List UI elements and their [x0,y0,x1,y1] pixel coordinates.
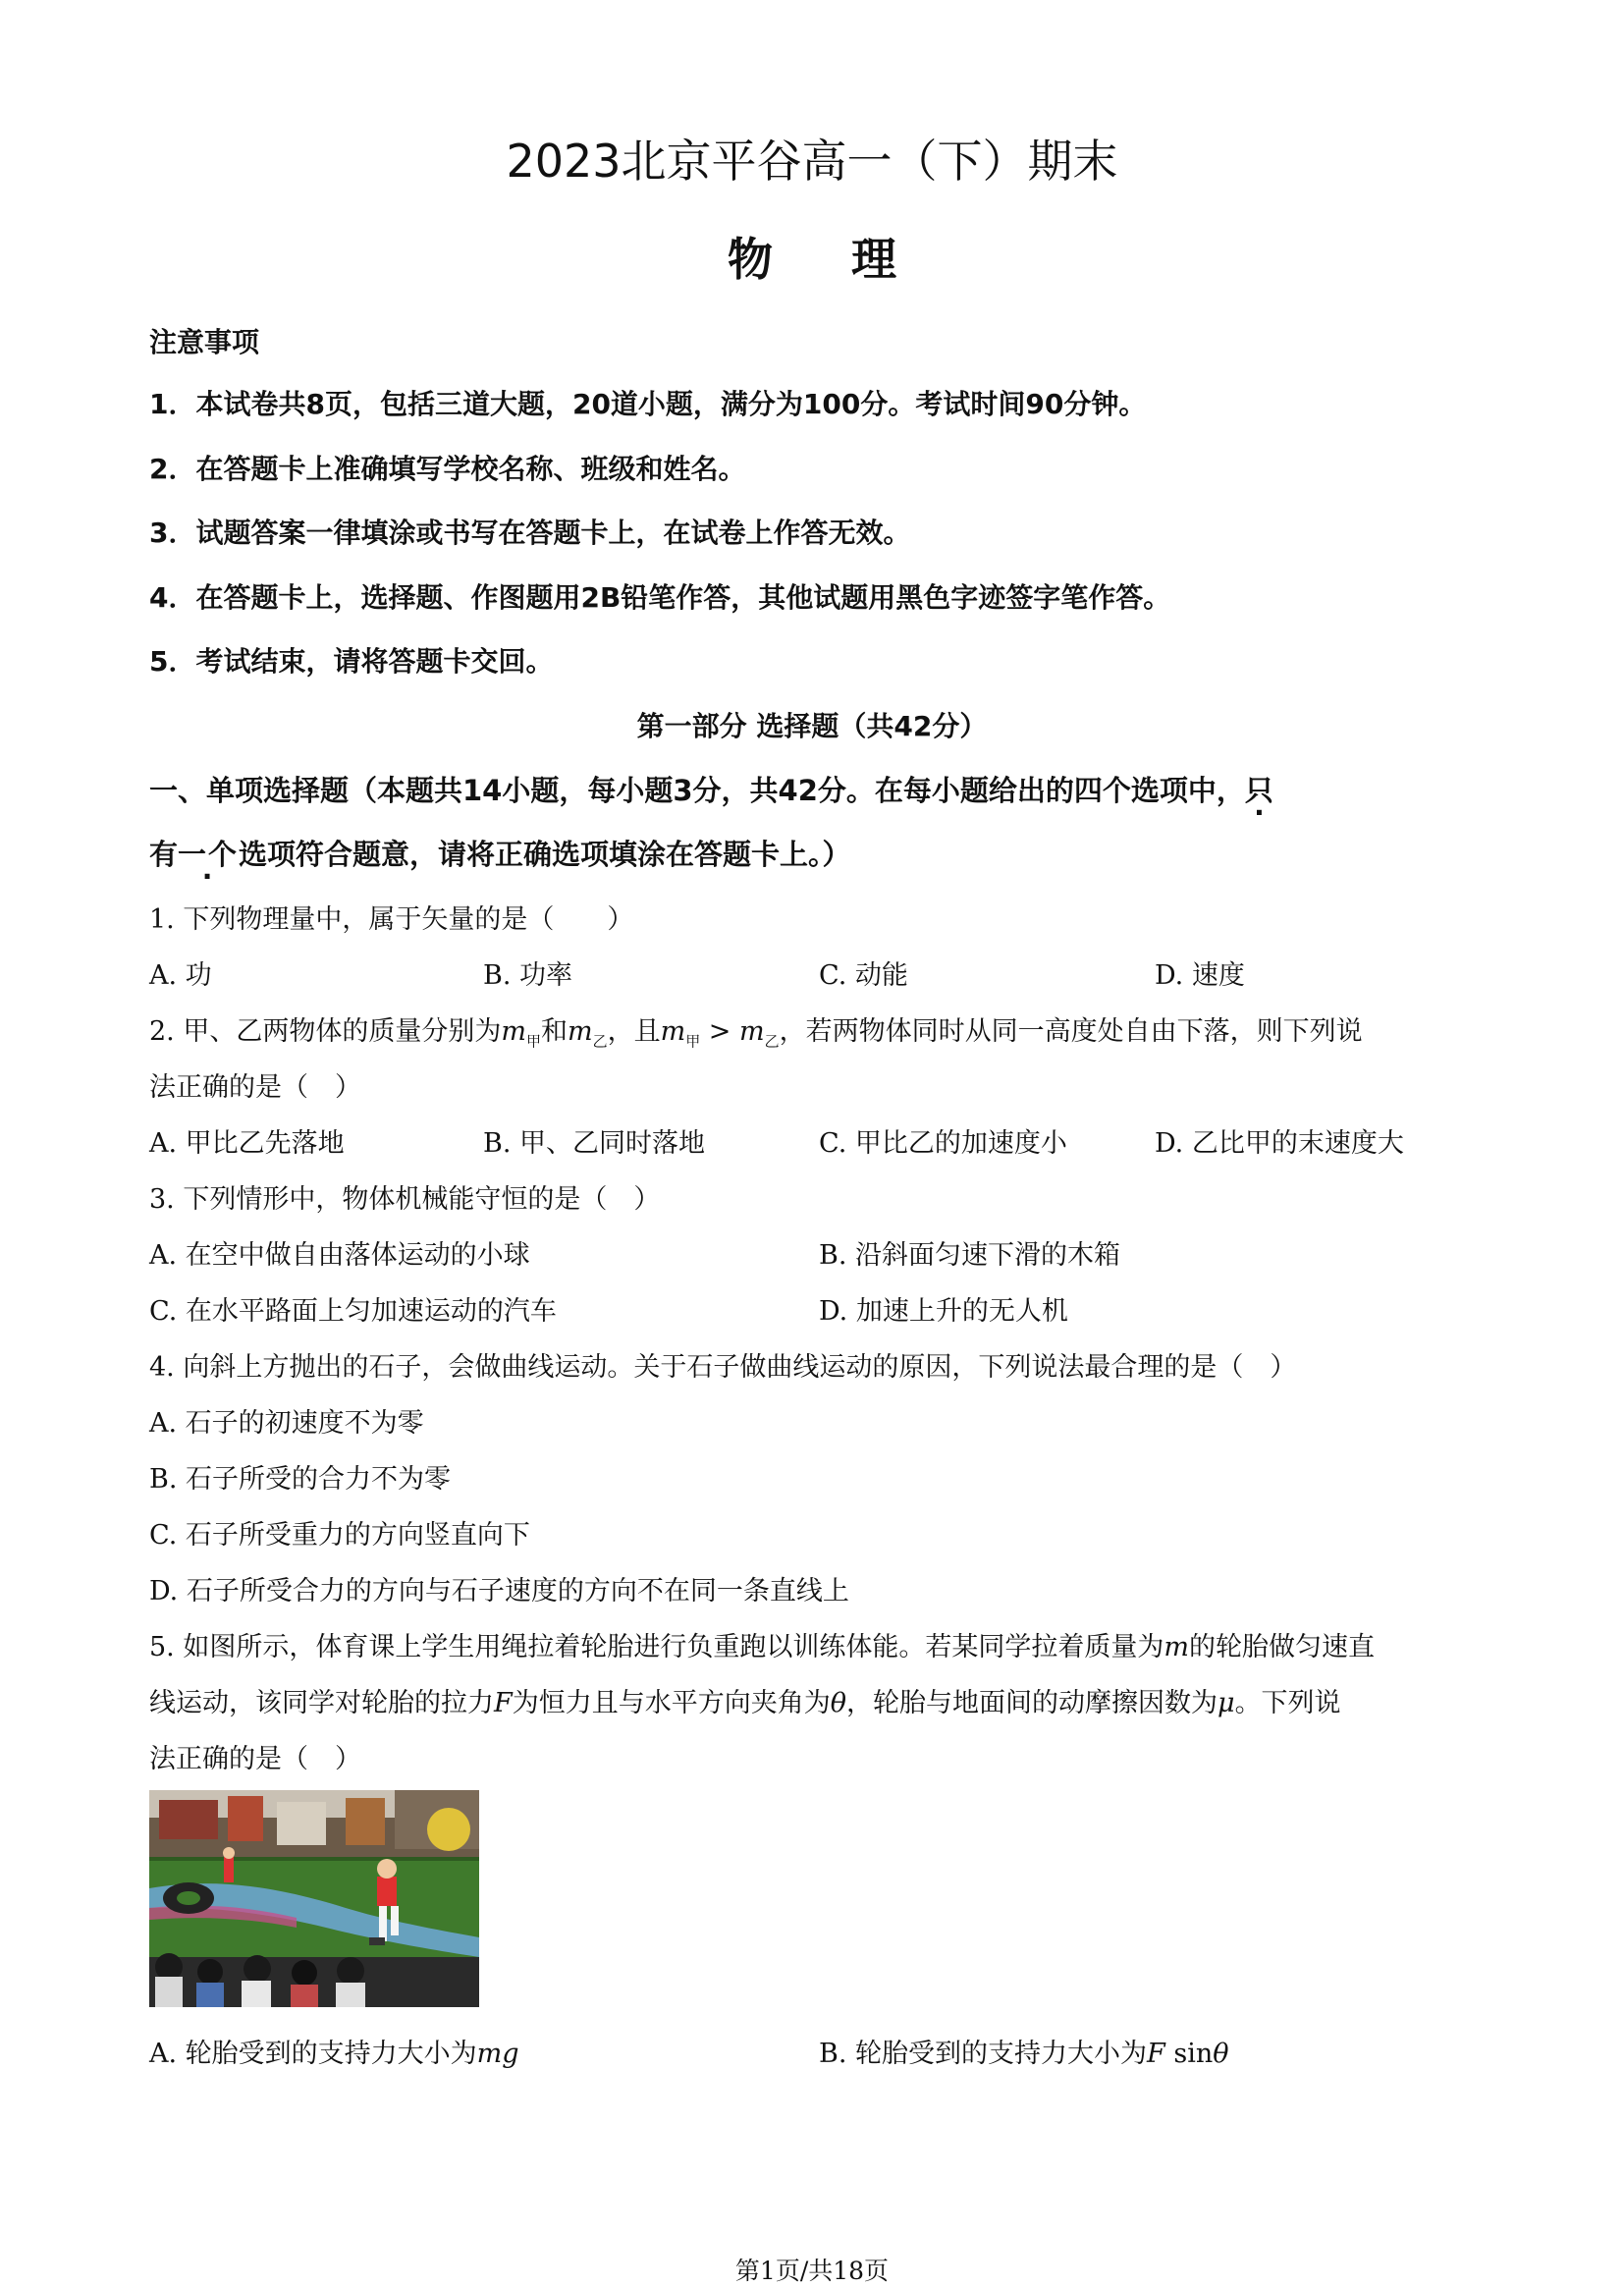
question-3-option-c: C. 在水平路面上匀加速运动的汽车 [149,1296,557,1327]
notice-item: 5．考试结束，请将答题卡交回。 [149,645,554,678]
question-4-stem: 4. 向斜上方抛出的石子，会做曲线运动。关于石子做曲线运动的原因，下列说法最合理的是（ ） [149,1352,1297,1383]
question-2-stem-line2: 法正确的是（ ） [149,1072,361,1103]
question-2-stem-line1: 2. 甲、乙两物体的质量分别为$m_甲$和$m_乙$，且$m_甲 > m_乙$，若两物体同时从同一高度处自由下落，则下列说 [149,1016,1363,1051]
subject-title: 物理 [728,233,975,286]
question-5-stem-line2: 线运动，该同学对轮胎的拉力F为恒力且与水平方向夹角为θ，轮胎与地面间的动摩擦因数为μ。下列说 [149,1688,1341,1718]
page-footer: 第1页/共18页 [734,2257,890,2285]
question-4-option-a: A. 石子的初速度不为零 [149,1408,424,1439]
tire-pulling-photo [149,1790,479,2007]
question-4-option-b: B. 石子所受的合力不为零 [149,1464,452,1495]
notice-heading: 注意事项 [149,326,260,358]
question-1-option-b: B. 功率 [483,960,573,991]
notice-item: 1．本试卷共8页，包括三道大题，20道小题，满分为100分。考试时间90分钟。 [149,388,1147,420]
question-1-stem: 1. 下列物理量中，属于矢量的是（ ） [149,904,634,935]
part-heading: 第一部分 选择题（共42分） [636,710,988,742]
question-3-option-d: D. 加速上升的无人机 [819,1296,1068,1327]
question-2-option-a: A. 甲比乙先落地 [149,1128,345,1159]
question-5-option-a: A. 轮胎受到的支持力大小为mg [149,2039,519,2069]
notice-item: 4．在答题卡上，选择题、作图题用2B铅笔作答，其他试题用黑色字迹签字笔作答。 [149,581,1171,614]
question-2-option-d: D. 乙比甲的末速度大 [1155,1128,1404,1159]
notice-item: 3．试题答案一律填涂或书写在答题卡上，在试卷上作答无效。 [149,517,911,549]
question-2-option-c: C. 甲比乙的加速度小 [819,1128,1067,1159]
notice-item: 2．在答题卡上准确填写学校名称、班级和姓名。 [149,453,746,485]
question-3-option-a: A. 在空中做自由落体运动的小球 [149,1240,530,1271]
page-title: 2023北京平谷高一（下）期末 [506,135,1118,188]
question-1-option-c: C. 动能 [819,960,908,991]
section-instructions-line2: 有一个选项符合题意，请将正确选项填涂在答题卡上。） [149,838,851,871]
question-5-stem-line1: 5. 如图所示，体育课上学生用绳拉着轮胎进行负重跑以训练体能。若某同学拉着质量为m的轮胎做匀速直 [149,1632,1375,1662]
question-1-option-d: D. 速度 [1155,960,1245,991]
question-1-option-a: A. 功 [149,960,212,991]
section-instructions-line1: 一、单项选择题（本题共14小题，每小题3分，共42分。在每小题给出的四个选项中，只 [149,774,1273,807]
question-4-option-d: D. 石子所受合力的方向与石子速度的方向不在同一条直线上 [149,1576,849,1606]
question-3-stem: 3. 下列情形中，物体机械能守恒的是（ ） [149,1184,661,1215]
question-2-option-b: B. 甲、乙同时落地 [483,1128,706,1159]
question-3-option-b: B. 沿斜面匀速下滑的木箱 [819,1240,1121,1271]
question-5-stem-line3: 法正确的是（ ） [149,1744,361,1774]
question-5-option-b: B. 轮胎受到的支持力大小为F sinθ [819,2039,1229,2069]
question-4-option-c: C. 石子所受重力的方向竖直向下 [149,1520,530,1551]
